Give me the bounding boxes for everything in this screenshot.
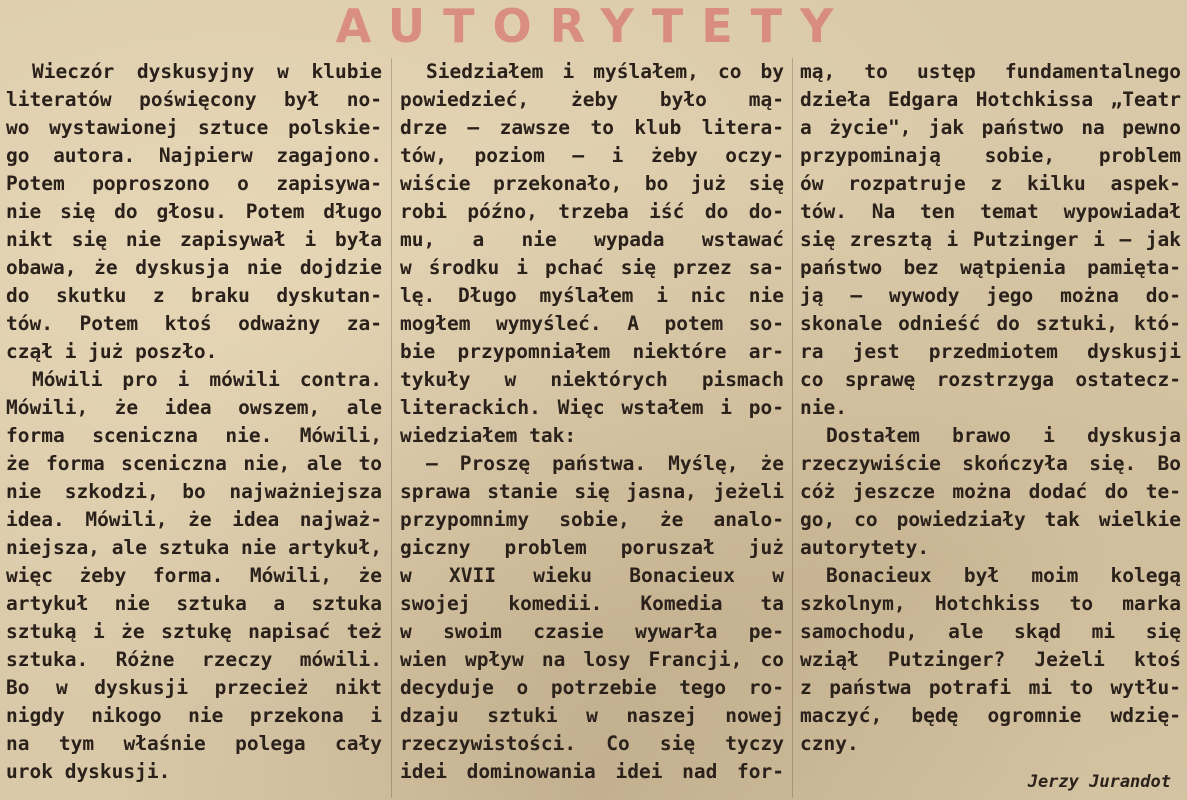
text-line: rzeczywistości. Co się tyczy — [400, 732, 784, 755]
text-line: że forma sceniczna nie, ale to — [6, 452, 382, 475]
article-column-2 — [400, 58, 784, 800]
article-title: AUTORYTETY — [335, 0, 852, 53]
text-line: drze — zawsze to klub litera- — [400, 116, 784, 139]
text-line: wiedziałem tak: — [400, 424, 577, 447]
text-line: urok dyskusji. — [6, 760, 171, 783]
text-line: szkolnym, Hotchkiss to marka — [800, 592, 1181, 615]
text-line: literatów poświęcony był no- — [6, 88, 382, 111]
text-line: maczyć, będę ogromnie wdzię- — [800, 704, 1181, 727]
column-divider — [792, 58, 793, 798]
text-line: robi późno, trzeba iść do do- — [400, 200, 784, 223]
text-line: do skutku z braku dyskutan- — [6, 284, 382, 307]
text-line: z państwa potrafi mi to wytłu- — [800, 676, 1181, 699]
text-line: Wieczór dyskusyjny w klubie — [32, 60, 382, 83]
text-line: w swoim czasie wywarła pe- — [400, 620, 784, 643]
text-line: nikt się nie zapisywał i była — [6, 228, 382, 251]
text-line: tów. Potem ktoś odważny za- — [6, 312, 382, 335]
text-line: niejsza, ale sztuka nie artykuł, — [6, 536, 382, 559]
text-line: artykuł nie sztuka a sztuka — [6, 592, 382, 615]
text-line: idea. Mówili, że idea najważ- — [6, 508, 382, 531]
text-line: dzieła Edgara Hotchkissa „Teatr — [800, 88, 1181, 111]
text-line: powiedzieć, żeby było mą- — [400, 88, 784, 111]
text-line: idei dominowania idei nad for- — [400, 760, 784, 783]
text-line: ra jest przedmiotem dyskusji — [800, 340, 1181, 363]
text-line: giczny problem poruszał już — [400, 536, 784, 559]
text-line: rzeczywiście skończyła się. Bo — [800, 452, 1181, 475]
text-line: nie szkodzi, bo najważniejsza — [6, 480, 382, 503]
text-line: autorytety. — [800, 536, 930, 559]
text-line: wziął Putzinger? Jeżeli ktoś — [800, 648, 1181, 671]
text-line: ów rozpatruje z kilku aspek- — [800, 172, 1181, 195]
text-line: lę. Długo myślałem i nic nie — [400, 284, 784, 307]
text-line: go autora. Najpierw zagajono. — [6, 144, 382, 167]
text-line: Mówili pro i mówili contra. — [32, 368, 382, 391]
text-line: w środku i pchać się przez sa- — [400, 256, 784, 279]
text-line: Bo w dyskusji przecież nikt — [6, 676, 382, 699]
text-line: więc żeby forma. Mówili, że — [6, 564, 382, 587]
text-line: skonale odnieść do sztuki, któ- — [800, 312, 1181, 335]
article-column-3 — [800, 58, 1181, 800]
text-line: tykuły w niektórych pismach — [400, 368, 784, 391]
text-line: co sprawę rozstrzyga ostatecz- — [800, 368, 1181, 391]
text-line: tów. Na ten temat wypowiadał — [800, 200, 1181, 223]
text-line: Dostałem brawo i dyskusja — [826, 424, 1181, 447]
text-line: sprawa stanie się jasna, jeżeli — [400, 480, 784, 503]
text-line: nie się do głosu. Potem długo — [6, 200, 382, 223]
text-line: cóż jeszcze można dodać do te- — [800, 480, 1181, 503]
text-line: samochodu, ale skąd mi się — [800, 620, 1181, 643]
text-line: Bonacieux był moim kolegą — [826, 564, 1181, 587]
author-signature: Jerzy Jurandot — [1027, 772, 1171, 792]
text-line: decyduje o potrzebie tego ro- — [400, 676, 784, 699]
text-line: przypomnimy sobie, że analo- — [400, 508, 784, 531]
text-line: mogłem wymyśleć. A potem so- — [400, 312, 784, 335]
text-line: wien wpływ na losy Francji, co — [400, 648, 784, 671]
text-line: czął i już poszło. — [6, 340, 218, 363]
text-line: nigdy nikogo nie przekona i — [6, 704, 382, 727]
text-line: literackich. Więc wstałem i po- — [400, 396, 784, 419]
text-line: ją — wywody jego można do- — [800, 284, 1181, 307]
text-line: forma sceniczna nie. Mówili, — [6, 424, 382, 447]
text-line: dzaju sztuki w naszej nowej — [400, 704, 784, 727]
text-line: przypominają sobie, problem — [800, 144, 1181, 167]
article-column-1 — [6, 58, 382, 800]
text-line: wo wystawionej sztuce polskie- — [6, 116, 382, 139]
text-line: tów, poziom — i żeby oczy- — [400, 144, 784, 167]
text-line: bie przypomniałem niektóre ar- — [400, 340, 784, 363]
text-line: mu, a nie wypada wstawać — [400, 228, 784, 251]
text-line: mą, to ustęp fundamentalnego — [800, 60, 1181, 83]
text-line: a życie", jak państwo na pewno — [800, 116, 1181, 139]
column-divider — [391, 58, 392, 798]
text-line: w XVII wieku Bonacieux w — [400, 564, 784, 587]
text-line: wiście przekonało, bo już się — [400, 172, 784, 195]
text-line: nie. — [800, 396, 847, 419]
text-line: Mówili, że idea owszem, ale — [6, 396, 382, 419]
text-line: swojej komedii. Komedia ta — [400, 592, 784, 615]
text-line: — Proszę państwa. Myślę, że — [426, 452, 784, 475]
text-line: Potem poproszono o zapisywa- — [6, 172, 382, 195]
text-line: czny. — [800, 732, 859, 755]
text-line: Siedziałem i myślałem, co by — [426, 60, 784, 83]
text-line: na tym właśnie polega cały — [6, 732, 382, 755]
text-line: go, co powiedziały tak wielkie — [800, 508, 1181, 531]
text-line: sztuką i że sztukę napisać też — [6, 620, 382, 643]
text-line: się zresztą i Putzinger i — jak — [800, 228, 1181, 251]
text-line: sztuka. Różne rzeczy mówili. — [6, 648, 382, 671]
text-line: obawa, że dyskusja nie dojdzie — [6, 256, 382, 279]
text-line: państwo bez wątpienia pamięta- — [800, 256, 1181, 279]
